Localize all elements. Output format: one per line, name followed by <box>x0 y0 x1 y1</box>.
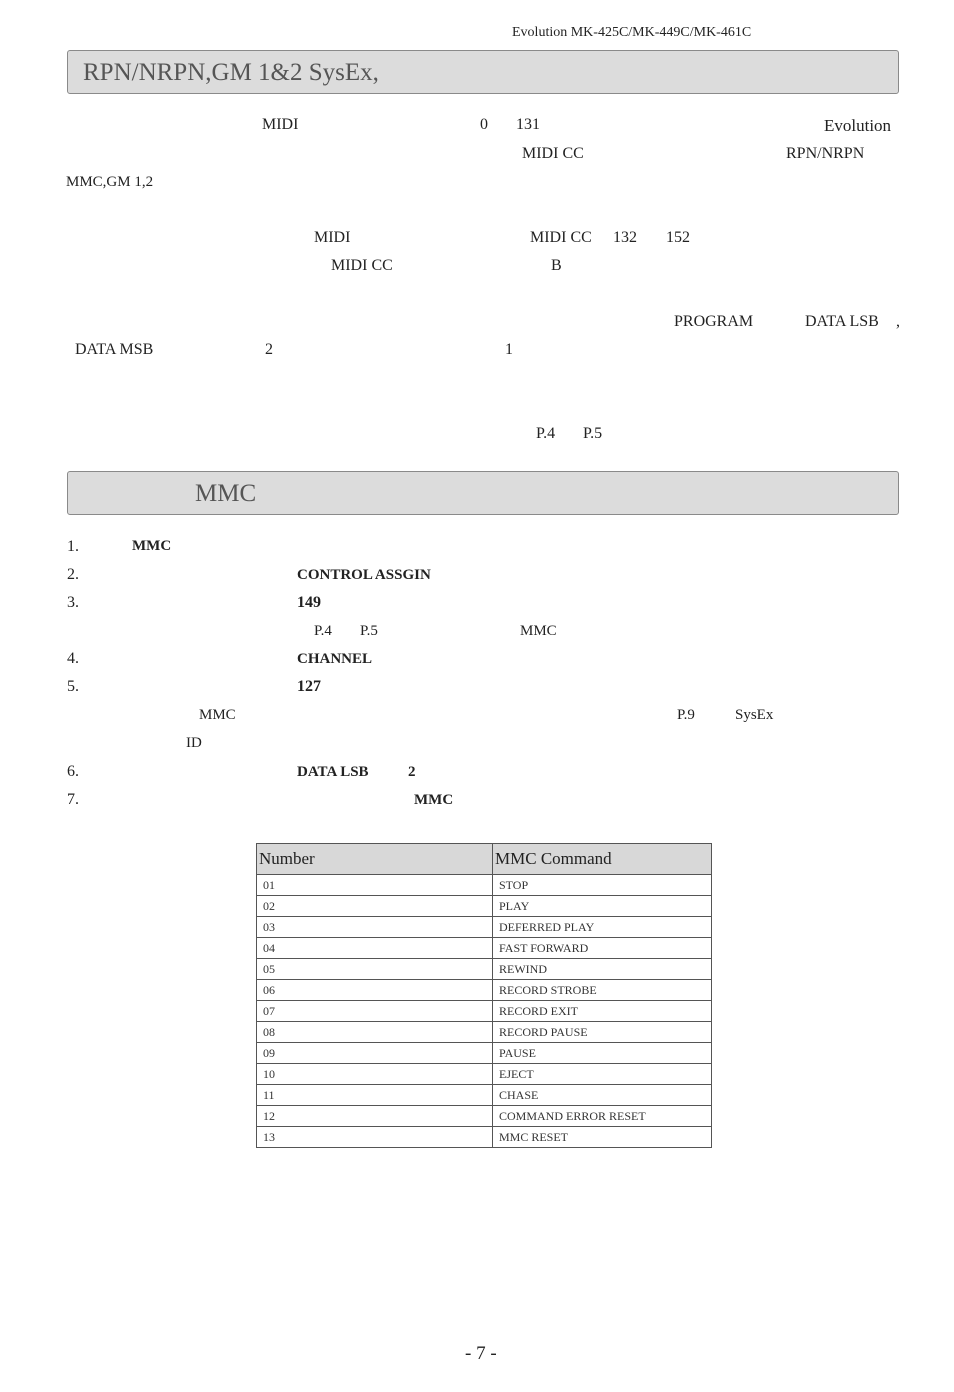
table-header-row <box>257 844 712 875</box>
table-row <box>257 1001 712 1022</box>
table-row <box>257 1022 712 1043</box>
step-text: MMC <box>132 538 172 554</box>
table-row <box>257 980 712 1001</box>
table-row <box>257 1043 712 1064</box>
cell-command: FAST FORWARD <box>493 938 712 959</box>
section-title-mmc: MMC <box>195 480 257 507</box>
text-fragment: P.9 <box>677 707 695 723</box>
cell-command: DEFERRED PLAY <box>493 917 712 938</box>
text-fragment: ID <box>186 735 202 751</box>
step-number: 6. <box>67 763 79 780</box>
text-fragment: DATA MSB <box>75 341 154 358</box>
text-fragment: Evolution <box>824 116 892 135</box>
step-number: 1. <box>67 538 79 555</box>
cell-number: 09 <box>257 1043 493 1064</box>
section-title-bar-mmc <box>67 471 899 515</box>
table-row <box>257 917 712 938</box>
table-row <box>257 1127 712 1148</box>
cell-number: 11 <box>257 1085 493 1106</box>
text-fragment: P.5 <box>360 623 378 639</box>
page-number: - 7 - <box>465 1343 497 1364</box>
text-fragment: , <box>896 313 900 330</box>
cell-number: 07 <box>257 1001 493 1022</box>
step-text: 2 <box>408 764 416 780</box>
text-fragment: RPN/NRPN <box>786 145 865 162</box>
text-fragment: B <box>551 257 562 274</box>
cell-command: CHASE <box>493 1085 712 1106</box>
mmc-command-table <box>256 843 712 1148</box>
cell-number: 02 <box>257 896 493 917</box>
step-number: 2. <box>67 566 79 583</box>
page-header-model: Evolution MK-425C/MK-449C/MK-461C <box>512 25 752 40</box>
text-fragment: 152 <box>666 229 690 246</box>
table-row <box>257 938 712 959</box>
cell-number: 03 <box>257 917 493 938</box>
text-fragment: P.4 <box>536 425 556 442</box>
column-header-mmc-command: MMC Command <box>493 844 712 875</box>
cell-command: RECORD STROBE <box>493 980 712 1001</box>
step-text: MMC <box>414 792 454 808</box>
cell-number: 08 <box>257 1022 493 1043</box>
table-row <box>257 959 712 980</box>
cell-command: STOP <box>493 875 712 896</box>
table-row <box>257 875 712 896</box>
text-fragment: 0 <box>480 116 488 133</box>
text-fragment: PROGRAM <box>674 313 754 330</box>
text-fragment: MMC <box>199 707 236 723</box>
cell-number: 12 <box>257 1106 493 1127</box>
step-number: 7. <box>67 791 79 808</box>
step-number: 4. <box>67 650 79 667</box>
table-row <box>257 1085 712 1106</box>
text-fragment: MIDI <box>314 229 351 246</box>
cell-number: 04 <box>257 938 493 959</box>
cell-number: 13 <box>257 1127 493 1148</box>
text-fragment: MMC <box>520 623 557 639</box>
column-header-number: Number <box>257 844 493 875</box>
cell-command: COMMAND ERROR RESET <box>493 1106 712 1127</box>
table-row <box>257 1064 712 1085</box>
text-fragment: SysEx <box>735 707 774 723</box>
cell-number: 01 <box>257 875 493 896</box>
step-text: DATA LSB <box>297 764 369 780</box>
text-fragment: MIDI CC <box>522 145 584 162</box>
step-number: 5. <box>67 678 79 695</box>
text-fragment: MIDI CC <box>331 257 393 274</box>
text-fragment: MMC,GM 1,2 <box>66 174 154 190</box>
text-fragment: 131 <box>516 116 540 133</box>
table-row <box>257 896 712 917</box>
cell-command: REWIND <box>493 959 712 980</box>
step-number: 3. <box>67 594 79 611</box>
text-fragment: 2 <box>265 341 273 358</box>
text-fragment: 1 <box>505 341 513 358</box>
cell-command: RECORD PAUSE <box>493 1022 712 1043</box>
section-title-bar-rpn <box>67 50 899 94</box>
cell-command: MMC RESET <box>493 1127 712 1148</box>
text-fragment: MIDI CC <box>530 229 592 246</box>
section-title-rpn: RPN/NRPN,GM 1&2 SysEx, <box>83 59 379 86</box>
cell-number: 06 <box>257 980 493 1001</box>
cell-number: 10 <box>257 1064 493 1085</box>
cell-command: PLAY <box>493 896 712 917</box>
text-fragment: P.4 <box>314 623 332 639</box>
step-text: 149 <box>297 594 321 611</box>
cell-command: EJECT <box>493 1064 712 1085</box>
step-text: CHANNEL <box>297 651 373 667</box>
cell-number: 05 <box>257 959 493 980</box>
text-fragment: DATA LSB <box>805 313 879 330</box>
text-fragment: P.5 <box>583 425 603 442</box>
cell-command: PAUSE <box>493 1043 712 1064</box>
text-fragment: MIDI <box>262 116 299 133</box>
step-text: 127 <box>297 678 321 695</box>
text-fragment: 132 <box>613 229 637 246</box>
step-text: CONTROL ASSGIN <box>297 567 431 583</box>
table-row <box>257 1106 712 1127</box>
cell-command: RECORD EXIT <box>493 1001 712 1022</box>
